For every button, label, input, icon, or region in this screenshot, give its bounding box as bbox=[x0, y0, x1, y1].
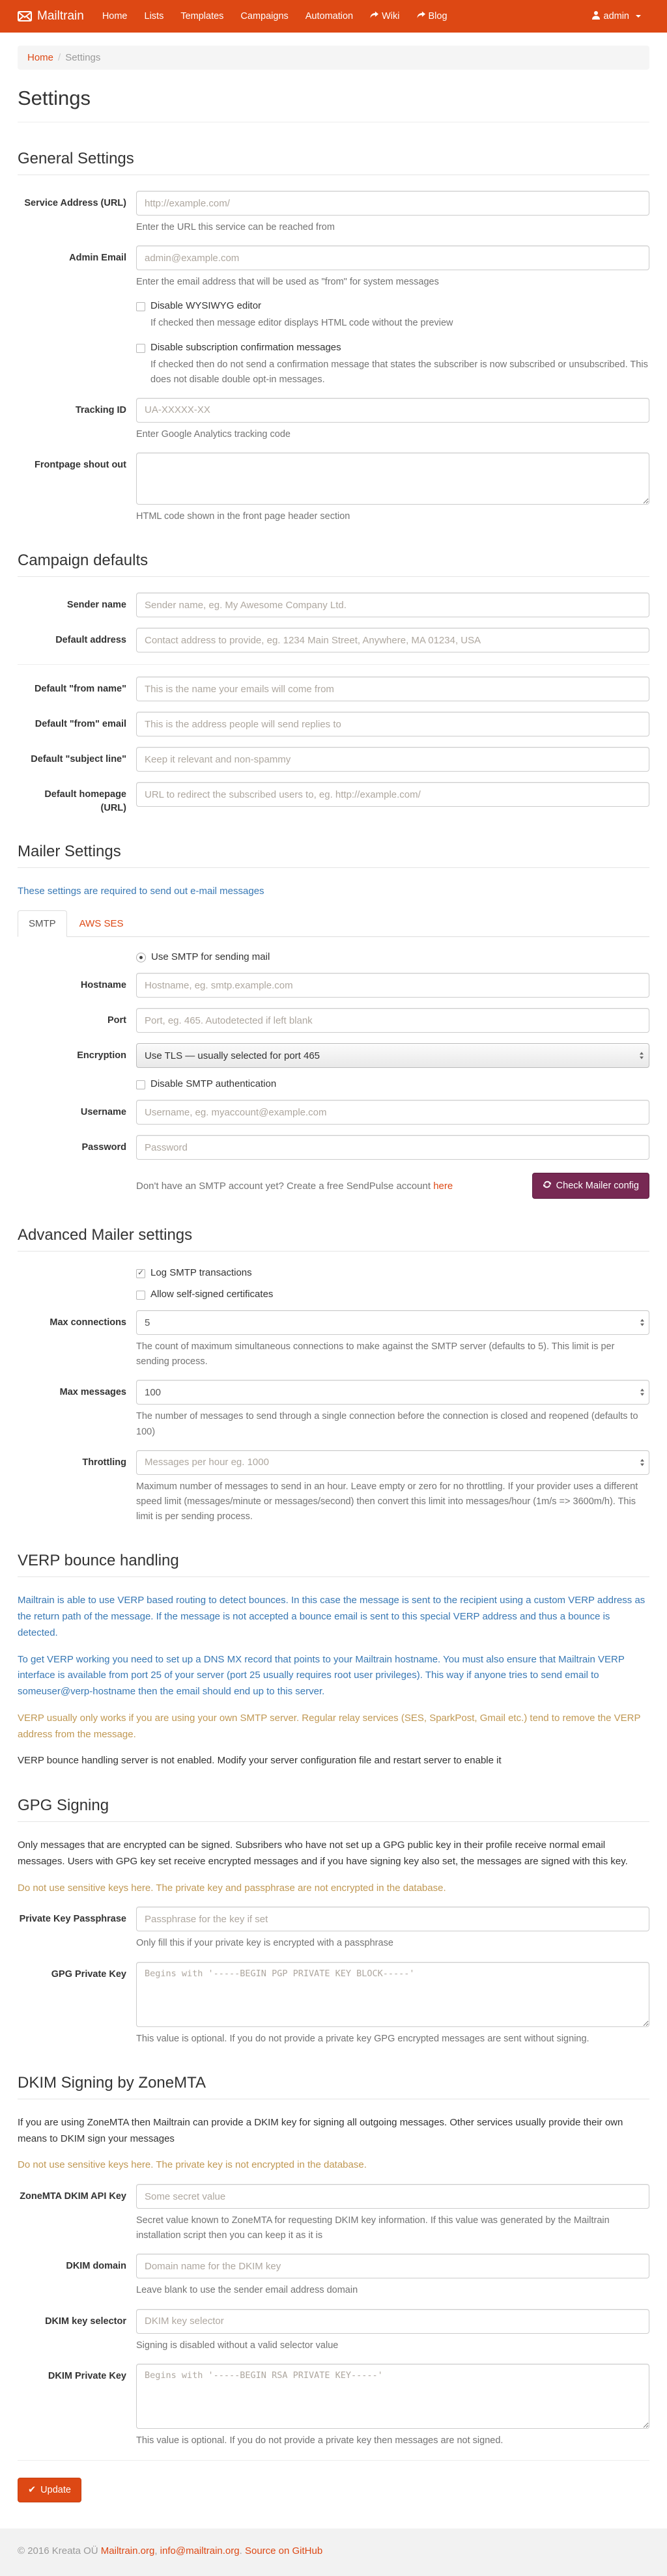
nav-blog[interactable]: Blog bbox=[408, 0, 456, 33]
brand-label: Mailtrain bbox=[37, 9, 84, 23]
mailer-note: These settings are required to send out e-mail messages bbox=[18, 886, 264, 897]
divider bbox=[18, 2460, 649, 2461]
from-name-label: Default "from name" bbox=[34, 684, 126, 695]
gpg-passphrase-input[interactable] bbox=[136, 1907, 649, 1931]
divider bbox=[18, 664, 649, 665]
page-footer: © 2016 Kreata OÜ Mailtrain.org, info@mailtrain.org. Source on GitHub bbox=[0, 2528, 667, 2576]
dkim-selector-row bbox=[18, 2309, 649, 2353]
use-smtp-row bbox=[136, 951, 649, 962]
subject-line-row bbox=[18, 747, 649, 772]
disable-auth-row bbox=[136, 1078, 649, 1089]
dkim-domain-row bbox=[18, 2254, 649, 2298]
disable-wysiwyg-checkbox[interactable]: Disable WYSIWYG editor bbox=[136, 300, 649, 311]
gpg-private-key-row bbox=[18, 1962, 649, 2047]
top-navbar bbox=[0, 0, 667, 33]
default-address-label: Default address bbox=[55, 635, 126, 646]
smtp-tab-panel bbox=[18, 951, 649, 1199]
footer-site-link[interactable]: Mailtrain.org bbox=[100, 2545, 155, 2556]
password-label: Password bbox=[81, 1142, 126, 1153]
gpg-passphrase-help: Only fill this if your private key is encrypted with a passphrase bbox=[136, 1938, 393, 1949]
password-input[interactable] bbox=[136, 1135, 649, 1160]
from-email-label: Default "from" email bbox=[35, 719, 126, 730]
admin-email-label: Admin Email bbox=[69, 253, 126, 264]
from-email-row bbox=[18, 712, 649, 736]
disable-wysiwyg-help: If checked then message editor displays HTML code without the preview bbox=[150, 318, 453, 329]
gpg-passphrase-label: Private Key Passphrase bbox=[19, 1914, 126, 1925]
max-messages-input[interactable] bbox=[136, 1380, 649, 1405]
tracking-id-input[interactable] bbox=[136, 398, 649, 423]
check-mailer-config-button[interactable]: Check Mailer config bbox=[532, 1173, 649, 1199]
service-address-label: Service Address (URL) bbox=[24, 198, 126, 208]
footer-email-link[interactable]: info@mailtrain.org bbox=[160, 2545, 240, 2556]
username-label: Username bbox=[80, 1107, 126, 1118]
dkim-api-key-row bbox=[18, 2184, 649, 2243]
service-address-row bbox=[18, 191, 649, 235]
log-smtp-checkbox[interactable]: ✓ Log SMTP transactions bbox=[136, 1267, 649, 1278]
username-row bbox=[18, 1100, 649, 1125]
sendpulse-row bbox=[136, 1173, 649, 1199]
verp-paragraph-2: To get VERP working you need to set up a DNS MX record that points to your Mailtrain hostname. You must also ensure that Mailtrain VERP interface is available from port 25 of your server (port 25 usually requires root user privileges). This way if anyone tries to send email to someuser@verp-hostname then the email should end up to this server. bbox=[18, 1653, 625, 1698]
section-verp: VERP bounce handling bbox=[18, 1552, 649, 1577]
encryption-row bbox=[18, 1043, 649, 1068]
submit-area bbox=[18, 2478, 649, 2502]
check-icon: ✔ bbox=[28, 2484, 36, 2495]
max-connections-label: Max connections bbox=[50, 1317, 126, 1328]
checkbox-icon[interactable] bbox=[136, 1291, 145, 1300]
gpg-private-key-label: GPG Private Key bbox=[51, 1968, 126, 1980]
select-arrows-icon bbox=[640, 1052, 644, 1059]
from-email-input[interactable] bbox=[136, 712, 649, 736]
shoutout-textarea[interactable] bbox=[136, 453, 649, 505]
gpg-private-key-help: This value is optional. If you do not provide a private key GPG encrypted messages are sent without signing. bbox=[136, 2033, 589, 2044]
hostname-row bbox=[18, 973, 649, 998]
radio-icon[interactable] bbox=[136, 953, 146, 962]
default-address-row bbox=[18, 628, 649, 652]
nav-templates[interactable]: Templates bbox=[180, 11, 224, 21]
homepage-input[interactable] bbox=[136, 782, 649, 807]
max-messages-row bbox=[18, 1380, 649, 1439]
brand-link[interactable] bbox=[18, 0, 94, 33]
admin-email-row bbox=[18, 245, 649, 290]
service-address-help: Enter the URL this service can be reached from bbox=[136, 222, 335, 232]
dkim-private-key-textarea[interactable] bbox=[136, 2364, 649, 2429]
disable-confirmations-row bbox=[136, 342, 649, 387]
envelope-icon bbox=[18, 11, 32, 21]
tab-smtp[interactable]: SMTP bbox=[18, 910, 67, 937]
dkim-private-key-row bbox=[18, 2364, 649, 2448]
dkim-private-key-label: DKIM Private Key bbox=[48, 2370, 126, 2381]
disable-wysiwyg-row bbox=[136, 300, 649, 331]
section-campaign-defaults: Campaign defaults bbox=[18, 552, 649, 577]
breadcrumb: Home / Settings bbox=[18, 46, 649, 70]
dkim-domain-help: Leave blank to use the sender email address domain bbox=[136, 2285, 358, 2296]
sender-name-input[interactable] bbox=[136, 593, 649, 617]
gpg-private-key-textarea[interactable] bbox=[136, 1962, 649, 2027]
homepage-row bbox=[18, 782, 649, 815]
encryption-selected-value: Use TLS — usually selected for port 465 bbox=[145, 1050, 320, 1061]
throttling-label: Throttling bbox=[82, 1457, 126, 1468]
max-connections-row bbox=[18, 1310, 649, 1369]
port-input[interactable] bbox=[136, 1008, 649, 1033]
port-row bbox=[18, 1008, 649, 1033]
checkbox-icon[interactable] bbox=[136, 1080, 145, 1089]
username-input[interactable] bbox=[136, 1100, 649, 1125]
page-title: Settings bbox=[18, 87, 91, 109]
nav-home[interactable]: Home bbox=[102, 11, 128, 21]
self-signed-row bbox=[136, 1289, 649, 1300]
disable-auth-checkbox[interactable]: Disable SMTP authentication bbox=[136, 1078, 649, 1089]
dkim-selector-input[interactable] bbox=[136, 2309, 649, 2334]
max-connections-help: The count of maximum simultaneous connections to make against the SMTP server (defaults to 5). This limit is per sending process. bbox=[136, 1341, 615, 1367]
dkim-selector-help: Signing is disabled without a valid selector value bbox=[136, 2340, 339, 2351]
throttling-input[interactable] bbox=[136, 1450, 649, 1475]
main-content bbox=[18, 33, 649, 2528]
checkbox-icon[interactable] bbox=[136, 302, 145, 311]
nav-automation[interactable]: Automation bbox=[305, 11, 354, 21]
footer-copyright: © 2016 Kreata OÜ bbox=[18, 2545, 98, 2556]
service-address-input[interactable] bbox=[136, 191, 649, 216]
section-general-settings: General Settings bbox=[18, 150, 649, 175]
user-label: admin bbox=[603, 11, 629, 21]
nav-campaigns[interactable]: Campaigns bbox=[240, 11, 289, 21]
sendpulse-note: Don't have an SMTP account yet? Create a free SendPulse account here bbox=[136, 1180, 453, 1192]
gpg-paragraph: Only messages that are encrypted can be signed. Subsribers who have not set up a GPG public key in their profile receive normal email messages. Users with GPG key set receive encrypted messages and if you have signing key also set, the messages are signed with this key. bbox=[18, 1840, 628, 1867]
dkim-api-key-input[interactable] bbox=[136, 2184, 649, 2209]
nav-wiki[interactable]: Wiki bbox=[362, 0, 408, 33]
gpg-warning: Do not use sensitive keys here. The private key and passphrase are not encrypted in the database. bbox=[18, 1882, 446, 1894]
admin-email-input[interactable] bbox=[136, 245, 649, 270]
max-connections-input[interactable] bbox=[136, 1310, 649, 1335]
hostname-input[interactable] bbox=[136, 973, 649, 998]
external-link-icon bbox=[370, 11, 378, 22]
subject-line-label: Default "subject line" bbox=[31, 754, 126, 765]
section-gpg: GPG Signing bbox=[18, 1797, 649, 1822]
tab-aws-ses[interactable]: AWS SES bbox=[79, 918, 124, 930]
dkim-api-key-help: Secret value known to ZoneMTA for requesting DKIM key information. If this value was generated by the Mailtrain installation script then you can keep it as it is bbox=[136, 2215, 610, 2241]
dkim-selector-label: DKIM key selector bbox=[45, 2316, 126, 2327]
tracking-id-label: Tracking ID bbox=[75, 404, 126, 415]
sender-name-row bbox=[18, 593, 649, 617]
refresh-icon bbox=[543, 1180, 552, 1192]
password-row bbox=[18, 1135, 649, 1160]
disable-confirmations-checkbox[interactable]: Disable subscription confirmation messages bbox=[136, 342, 649, 353]
mailer-tabs bbox=[18, 910, 649, 937]
homepage-label: Default homepage (URL) bbox=[44, 789, 126, 814]
tracking-id-help: Enter Google Analytics tracking code bbox=[136, 428, 291, 440]
footer-github-link[interactable]: Source on GitHub bbox=[244, 2545, 323, 2556]
max-messages-help: The number of messages to send through a single connection before the connection is closed and reopened (defaults to 100) bbox=[136, 1411, 638, 1437]
log-smtp-row bbox=[136, 1267, 649, 1278]
verp-paragraph-1: Mailtrain is able to use VERP based routing to detect bounces. In this case the message is sent to the recipient using a custom VERP address as the return path of the message. If the message is not accepted a bounce email is sent to this special VERP address and thus a bounce is detected. bbox=[18, 1595, 646, 1638]
throttling-row bbox=[18, 1450, 649, 1525]
section-advanced-mailer: Advanced Mailer settings bbox=[18, 1226, 649, 1252]
port-label: Port bbox=[107, 1015, 126, 1026]
main-nav bbox=[94, 0, 456, 33]
tracking-id-row bbox=[18, 398, 649, 442]
sender-name-label: Sender name bbox=[66, 600, 126, 611]
dkim-domain-label: DKIM domain bbox=[66, 2261, 126, 2272]
gpg-passphrase-row bbox=[18, 1907, 649, 1951]
external-link-icon bbox=[417, 11, 425, 22]
verp-status: VERP bounce handling server is not enabled. Modify your server configuration file and restart server to enable it bbox=[18, 1755, 502, 1767]
max-messages-label: Max messages bbox=[59, 1387, 126, 1398]
encryption-select[interactable] bbox=[136, 1043, 649, 1068]
verp-warning: VERP usually only works if you are using your own SMTP server. Regular relay services (SES, SparkPost, Gmail etc.) tend to remove the VERP address from the message. bbox=[18, 1712, 641, 1740]
from-name-row bbox=[18, 677, 649, 701]
hostname-label: Hostname bbox=[80, 980, 126, 991]
shoutout-row bbox=[18, 453, 649, 524]
default-address-input[interactable] bbox=[136, 628, 649, 652]
shoutout-help: HTML code shown in the front page header section bbox=[136, 511, 350, 522]
encryption-label: Encryption bbox=[77, 1050, 126, 1061]
chevron-down-icon bbox=[636, 15, 641, 18]
admin-email-help: Enter the email address that will be used as "from" for system messages bbox=[136, 277, 439, 288]
nav-lists[interactable]: Lists bbox=[144, 11, 164, 21]
dkim-domain-input[interactable] bbox=[136, 2254, 649, 2278]
dkim-api-key-label: ZoneMTA DKIM API Key bbox=[20, 2191, 126, 2202]
breadcrumb-current: Settings bbox=[65, 52, 101, 63]
checkbox-icon[interactable] bbox=[136, 1269, 145, 1278]
breadcrumb-home-link[interactable]: Home bbox=[27, 52, 54, 63]
section-mailer-settings: Mailer Settings bbox=[18, 843, 649, 868]
subject-line-input[interactable] bbox=[136, 747, 649, 772]
disable-confirmations-help: If checked then do not send a confirmation message that states the subscriber is now subscribed or unsubscribed. This does not disable double opt-in messages. bbox=[150, 359, 648, 385]
dkim-private-key-help: This value is optional. If you do not provide a private key then messages are not signed. bbox=[136, 2435, 504, 2446]
use-smtp-radio[interactable]: Use SMTP for sending mail bbox=[136, 951, 649, 962]
section-dkim: DKIM Signing by ZoneMTA bbox=[18, 2074, 649, 2099]
sendpulse-here-link[interactable]: here bbox=[433, 1180, 453, 1192]
user-icon bbox=[591, 10, 601, 22]
dkim-warning: Do not use sensitive keys here. The private key is not encrypted in the database. bbox=[18, 2159, 367, 2171]
self-signed-checkbox[interactable]: Allow self-signed certificates bbox=[136, 1289, 649, 1300]
checkbox-icon[interactable] bbox=[136, 344, 145, 353]
update-button[interactable]: ✔ Update bbox=[18, 2478, 81, 2502]
dkim-paragraph: If you are using ZoneMTA then Mailtrain can provide a DKIM key for signing all outgoing messages. Other services usually provide their own means to DKIM sign your messages bbox=[18, 2116, 623, 2144]
user-menu[interactable] bbox=[583, 0, 650, 33]
shoutout-label: Frontpage shout out bbox=[35, 460, 126, 471]
throttling-help: Maximum number of messages to send in an hour. Leave empty or zero for no throttling. If your provider uses a different speed limit (messages/minute or messages/second) then convert this limit into messages/hour (1m/s => 3600m/h). This limit is per sending process. bbox=[136, 1481, 638, 1522]
from-name-input[interactable] bbox=[136, 677, 649, 701]
